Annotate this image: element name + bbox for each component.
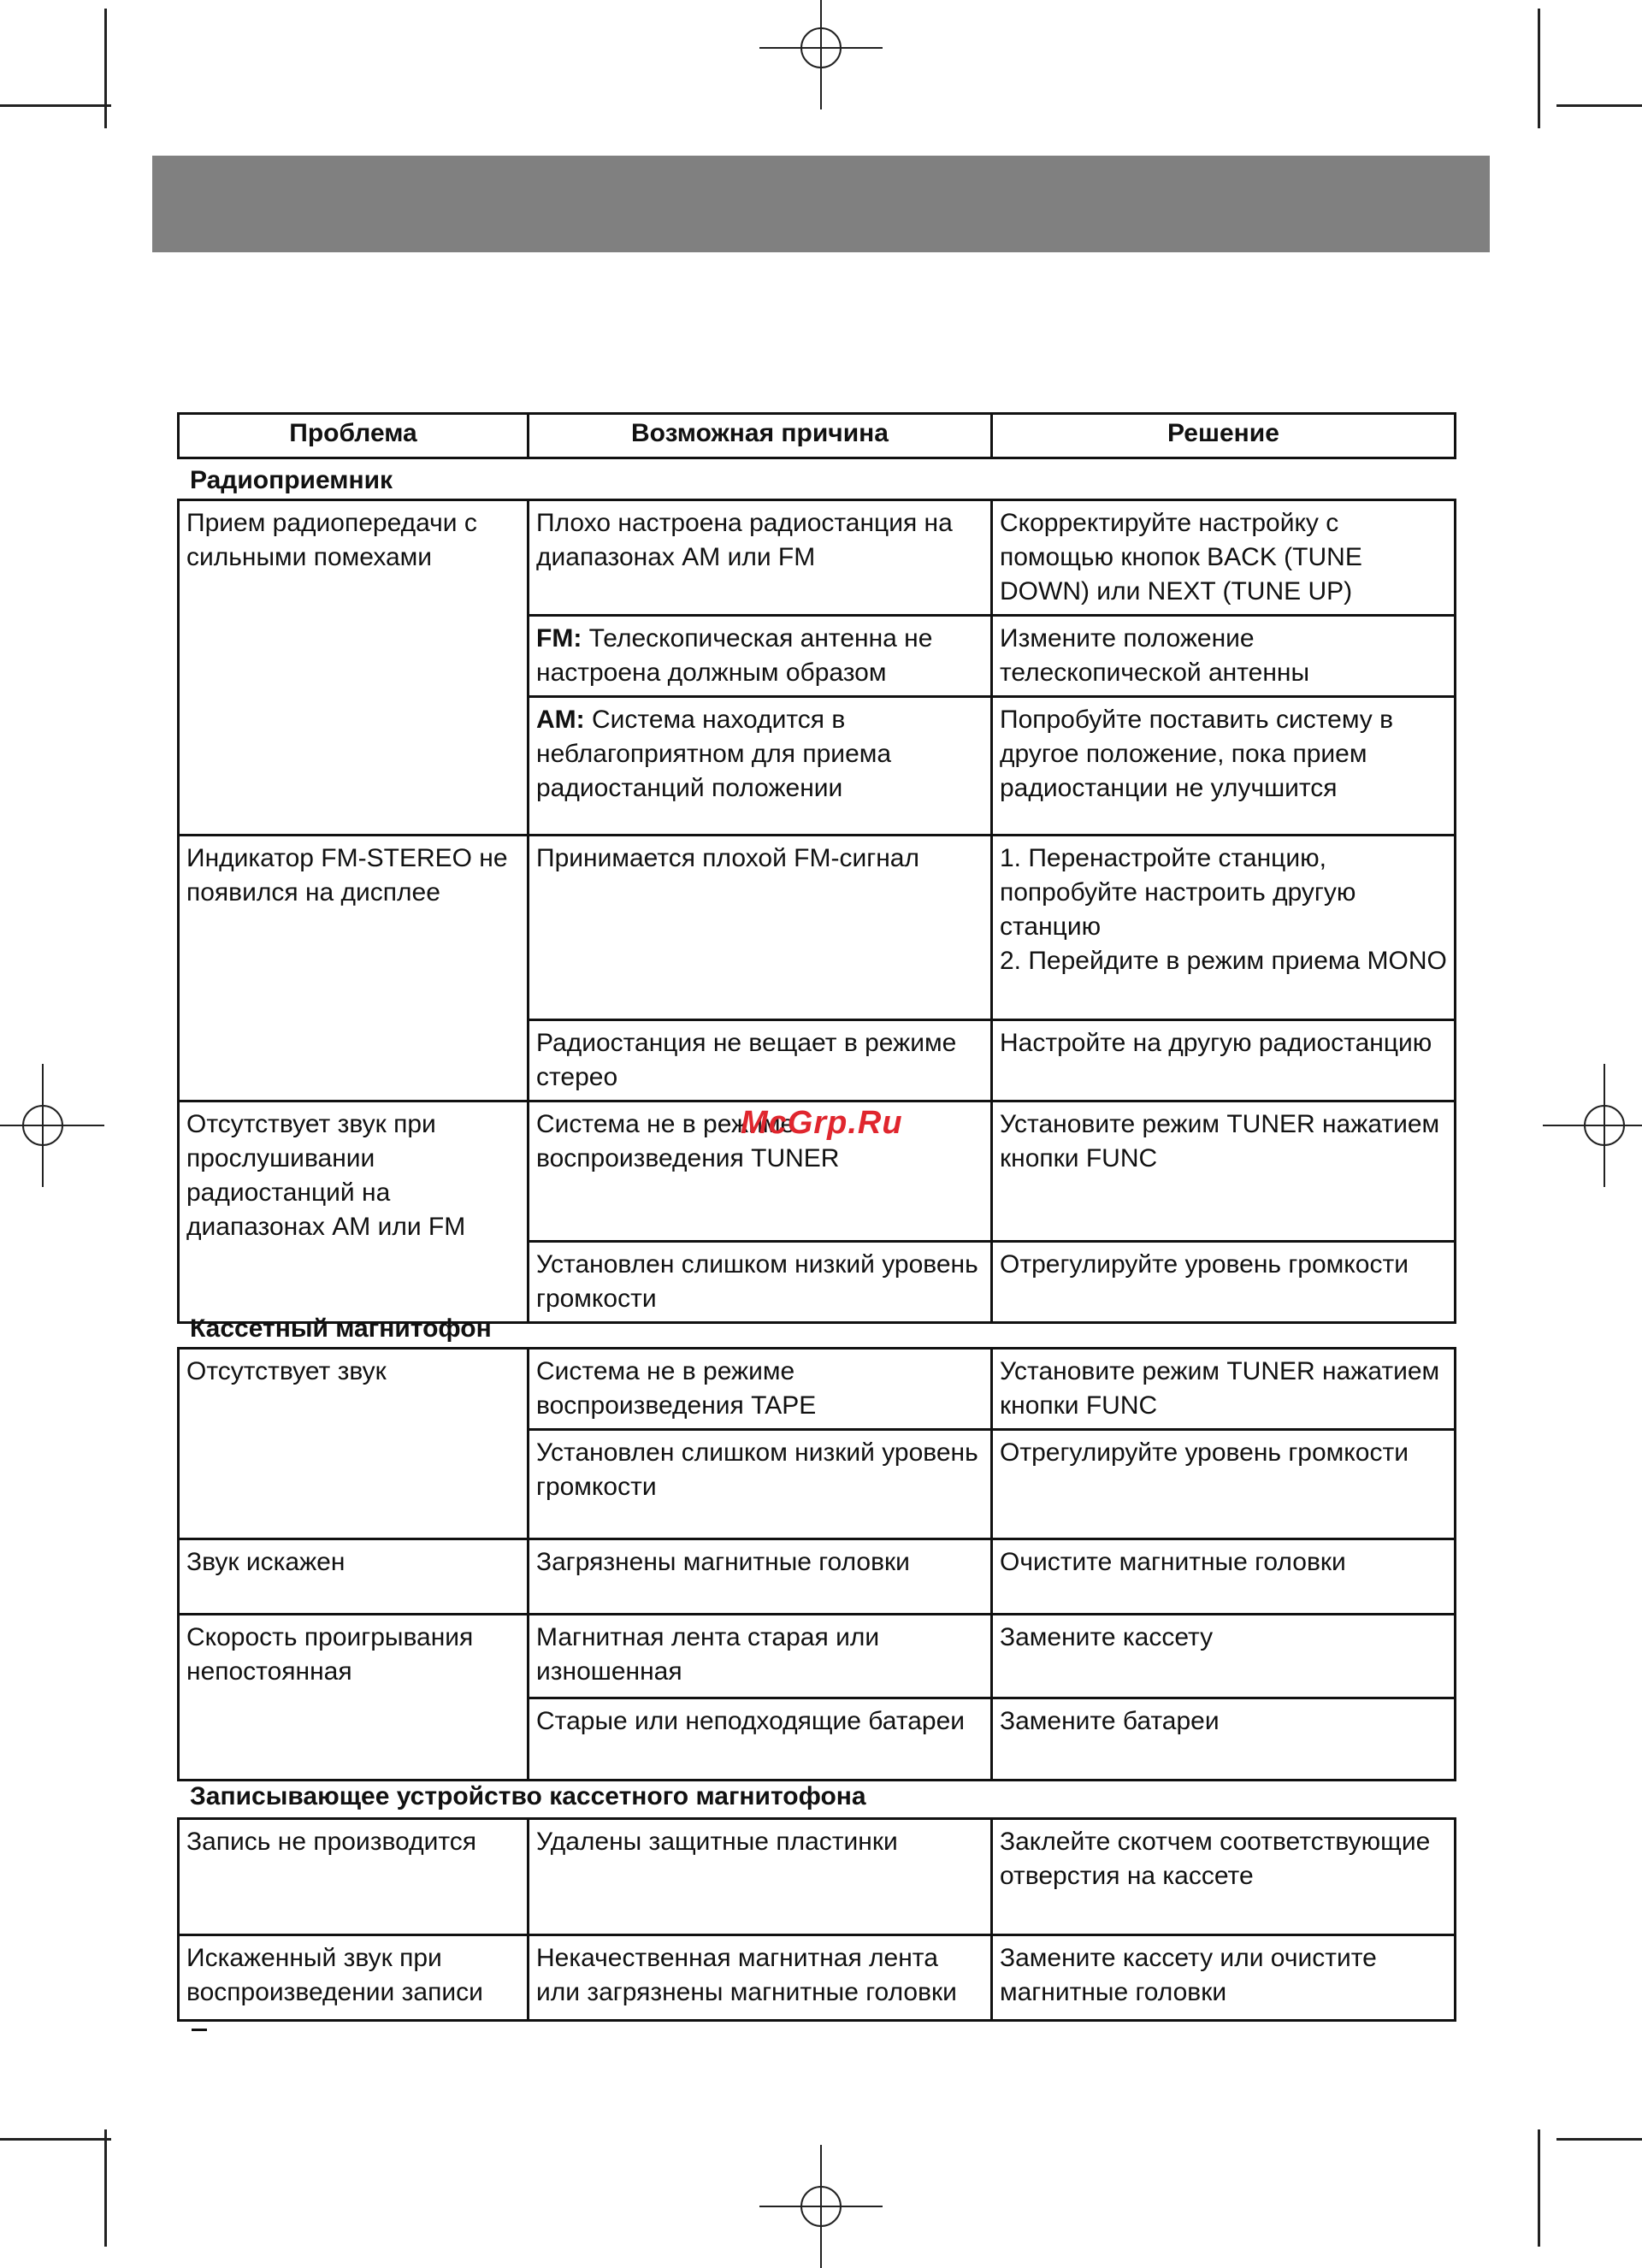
band-label: FM: [536, 624, 582, 653]
header-table [177, 412, 1456, 459]
solution-cell: Попробуйте поставить систему в другое положение, пока прием радиостанции не улучшится [992, 697, 1456, 836]
section-title-recorder: Записывающее устройство кассетного магнитофона [190, 1782, 866, 1810]
crop-mark [1538, 9, 1540, 128]
cause-cell [529, 697, 992, 836]
solution-cell: Установите режим TUNER нажатием кнопки FUNC [992, 1102, 1456, 1242]
page-mark [192, 2029, 207, 2031]
recorder-table [177, 1817, 1456, 2022]
problem-cell: Прием радиопередачи с сильными помехами [179, 500, 529, 836]
header-cause: Возможная причина [529, 414, 992, 458]
cause-cell: Загрязнены магнитные головки [529, 1539, 992, 1615]
cause-text: Система находится в неблагоприятном для приема радиостанций положении [536, 706, 892, 802]
band-label: AM: [536, 706, 585, 734]
cause-cell: Удалены защитные пластинки [529, 1819, 992, 1935]
cause-text: Телескопическая антенна не настроена должным образом [536, 624, 933, 687]
cause-cell: Плохо настроена радиостанция на диапазонах AM или FM [529, 500, 992, 616]
problem-cell: Отсутствует звук при прослушивании радиостанций на диапазонах AM или FM [179, 1102, 529, 1323]
solution-cell: Отрегулируйте уровень громкости [992, 1430, 1456, 1539]
solution-cell [992, 836, 1456, 1020]
problem-cell: Запись не производится [179, 1819, 529, 1935]
header-problem: Проблема [179, 414, 529, 458]
registration-mark [800, 27, 842, 68]
cause-cell: Система не в режиме воспроизведения TUNER [529, 1102, 992, 1242]
solution-cell: Заклейте скотчем соответствующие отверстия на кассете [992, 1819, 1456, 1935]
registration-mark [22, 1105, 63, 1146]
crop-mark [0, 2138, 111, 2141]
cause-cell: Принимается плохой FM-сигнал [529, 836, 992, 1020]
crop-mark [104, 9, 107, 128]
crop-mark [1556, 2138, 1642, 2141]
problem-cell: Скорость проигрывания непостоянная [179, 1615, 529, 1781]
solution-cell: Замените батареи [992, 1698, 1456, 1781]
solution-cell: Замените кассету или очистите магнитные головки [992, 1935, 1456, 2021]
solution-cell: Скорректируйте настройку с помощью кнопок BACK (TUNE DOWN) или NEXT (TUNE UP) [992, 500, 1456, 616]
cause-cell: Некачественная магнитная лента или загрязнены магнитные головки [529, 1935, 992, 2021]
cause-cell: Система не в режиме воспроизведения TAPE [529, 1349, 992, 1430]
solution-step: 1. Перенастройте станцию, попробуйте настроить другую станцию [1000, 844, 1356, 941]
problem-cell: Звук искажен [179, 1539, 529, 1615]
cause-cell: Радиостанция не вещает в режиме стерео [529, 1020, 992, 1102]
solution-cell: Настройте на другую радиостанцию [992, 1020, 1456, 1102]
crop-mark [0, 104, 111, 107]
section-title-tape: Кассетный магнитофон [190, 1314, 492, 1343]
cause-cell: Установлен слишком низкий уровень громкости [529, 1430, 992, 1539]
tape-table [177, 1347, 1456, 1781]
problem-cell: Искаженный звук при воспроизведении записи [179, 1935, 529, 2021]
crop-mark [1538, 2129, 1540, 2247]
cause-cell: Установлен слишком низкий уровень громкости [529, 1242, 992, 1323]
solution-cell: Очистите магнитные головки [992, 1539, 1456, 1615]
problem-cell: Индикатор FM-STEREO не появился на дисплее [179, 836, 529, 1102]
solution-cell: Отрегулируйте уровень громкости [992, 1242, 1456, 1323]
problem-cell: Отсутствует звук [179, 1349, 529, 1539]
crop-mark [1556, 104, 1642, 107]
cause-cell: Магнитная лента старая или изношенная [529, 1615, 992, 1698]
radio-table [177, 499, 1456, 1324]
solution-cell: Замените кассету [992, 1615, 1456, 1698]
header-band [152, 156, 1490, 252]
watermark: McGrp.Ru [741, 1105, 903, 1141]
solution-step: 2. Перейдите в режим приема MONO [1000, 947, 1447, 975]
section-title-radio: Радиоприемник [190, 466, 393, 494]
cause-cell: Старые или неподходящие батареи [529, 1698, 992, 1781]
registration-mark [1584, 1105, 1625, 1146]
crop-mark [104, 2129, 107, 2247]
solution-cell: Установите режим TUNER нажатием кнопки FUNC [992, 1349, 1456, 1430]
cause-cell [529, 616, 992, 697]
header-solution: Решение [992, 414, 1456, 458]
registration-mark [800, 2186, 842, 2227]
solution-cell: Измените положение телескопической антенны [992, 616, 1456, 697]
